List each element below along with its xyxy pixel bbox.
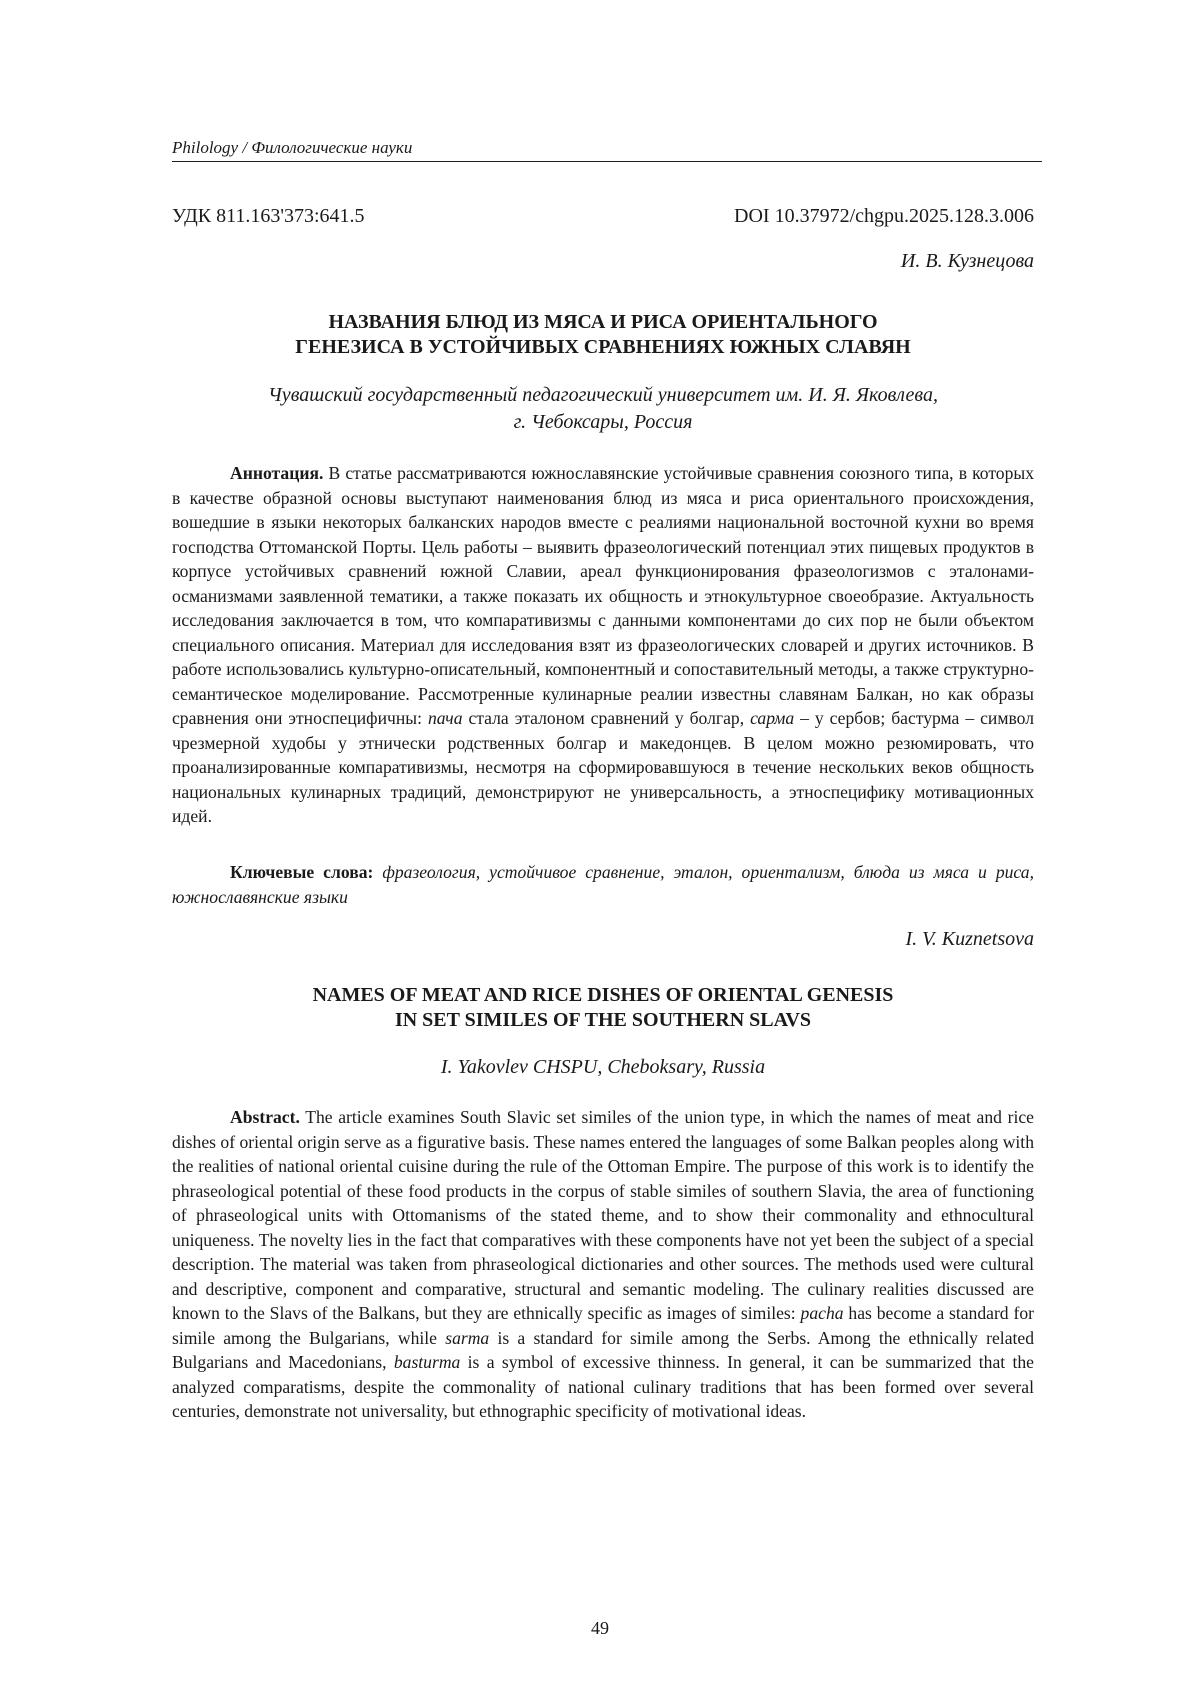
affiliation-ru-line-2: г. Чебоксары, Россия [513, 411, 693, 433]
author-en: I. V. Kuznetsova [905, 928, 1034, 950]
abstract-ru-text-2: стала эталоном сравнений у болгар, [468, 708, 745, 728]
abstract-ru-text-1: В статье рассматриваются южнославянские устойчивые сравнения союзного типа, в которых в качестве образной основы выступают наименования блюд из мяса и риса ориентального происхождения, вошедшие в языки некоторых балканских народов вместе с реалиями национальной восточной кухни во время господства Оттоманской Порты. Цель работы – выявить фразеологический потенциал этих пищевых продуктов в корпусе устойчивых сравнений южной Славии, ареал функционирования фразеологизмов с эталонами-османизмами заявленной тематики, а также показать их общность и этнокультурное своеобразие. Актуальность исследования заключается в том, что компаративизмы с данными компонентами до сих пор не были объектом специального описания. Материал для исследования взят из фразеологических словарей и других источников. В работе использовались культурно-описательный, компонентный и сопоставительный методы, а также структурно-семантическое моделирование. Рассмотренные кулинарные реалии известны славянам Балкан, но как образы сравнения они этноспецифичны: [172, 463, 1034, 728]
keywords-ru [172, 860, 1034, 909]
abstract-en-term-pacha: pacha [800, 1303, 844, 1323]
title-ru-line-1: НАЗВАНИЯ БЛЮД ИЗ МЯСА И РИСА ОРИЕНТАЛЬНОГО [328, 311, 878, 333]
running-head: Philology / Филологические науки [172, 138, 1042, 162]
page-number: 49 [591, 1618, 609, 1638]
abstract-en-text-2: has become a standard for simile among the Bulgarians, while [172, 1303, 1034, 1348]
abstract-ru-term-sarma: сарма [750, 708, 795, 728]
author-ru: И. В. Кузнецова [900, 250, 1034, 272]
title-ru [172, 310, 1034, 360]
title-en [172, 983, 1034, 1033]
abstract-en [172, 1105, 1034, 1424]
udk-code: УДК 811.163'373:641.5 [172, 205, 365, 227]
affiliation-ru [172, 382, 1034, 436]
doi-code: DOI 10.37972/chgpu.2025.128.3.006 [734, 205, 1034, 227]
abstract-en-term-basturma: basturma [393, 1352, 461, 1372]
abstract-en-text-4: is a symbol of excessive thinness. In general, it can be summarized that the analyzed comparatisms, despite the commonality of national culinary traditions that has been formed over several centuries, demonstrate not universality, but ethnographic specificity of motivational ideas. [172, 1352, 1034, 1421]
abstract-ru [172, 461, 1034, 829]
abstract-en-text-1: The article examines South Slavic set similes of the union type, in which the names of meat and rice dishes of oriental origin serve as a figurative basis. These names entered the languages of some Balkan peoples along with the realities of national oriental cuisine during the rule of the Ottoman Empire. The purpose of this work is to identify the phraseological potential of these food products in the corpus of stable similes of southern Slavia, the area of functioning of phraseological units with Ottomanisms of the stated theme, and to show their commonality and ethnocultural uniqueness. The novelty lies in the fact that comparatives with these components have not yet been the subject of a special description. The material was taken from phraseological dictionaries and other sources. The methods used were cultural and descriptive, component and comparative, structural and semantic modeling. The culinary realities discussed are known to the Slavs of the Balkans, but they are ethnically specific as images of similes: [172, 1107, 1034, 1323]
abstract-en-term-sarma: sarma [445, 1327, 490, 1348]
abstract-en-text-3: is a standard for simile among the Serbs. Among the ethnically related Bulgarians and Macedonians, [172, 1327, 1034, 1372]
abstract-en-label: Abstract. [230, 1107, 300, 1127]
affiliation-ru-line-1: Чувашский государственный педагогический университет им. И. Я. Яковлева, [268, 384, 938, 406]
affiliation-en: I. Yakovlev CHSPU, Cheboksary, Russia [440, 1056, 766, 1078]
abstract-ru-text-3: – у сербов; бастурма – символ чрезмерной худобы у этнически родственных болгар и македонцев. В целом можно резюмировать, что проанализированные компаративизмы, несмотря на сформировавшуюся в течение нескольких веков общность национальных кулинарных традиций, демонстрируют не универсальность, а этноспецифику мотивационных идей. [172, 708, 1034, 826]
keywords-ru-list: фразеология, устойчивое сравнение, эталон, ориентализм, блюда из мяса и риса, южнославянские языки [172, 862, 1034, 907]
title-en-line-1: NAMES OF MEAT AND RICE DISHES OF ORIENTAL GENESIS [312, 984, 894, 1006]
keywords-ru-label: Ключевые слова: [230, 862, 374, 882]
abstract-ru-label: Аннотация. [230, 463, 324, 483]
title-ru-line-2: ГЕНЕЗИСА В УСТОЙЧИВЫХ СРАВНЕНИЯХ ЮЖНЫХ СЛАВЯН [295, 336, 911, 358]
meta-row [172, 205, 1034, 228]
abstract-ru-term-pacha: пача [427, 708, 463, 728]
title-en-line-2: IN SET SIMILES OF THE SOUTHERN SLAVS [394, 1009, 812, 1031]
